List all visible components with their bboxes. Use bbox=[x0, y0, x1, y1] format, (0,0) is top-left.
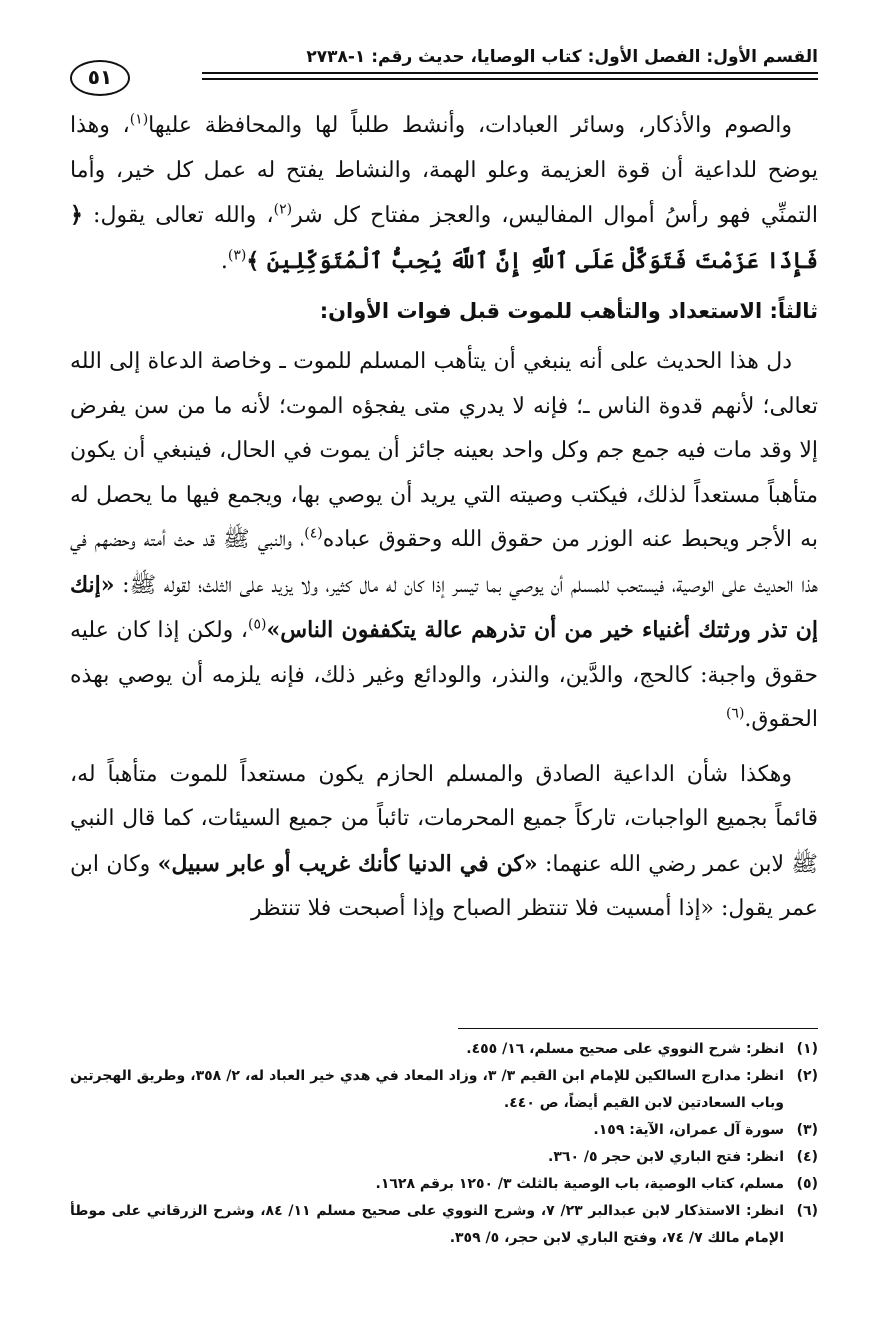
footnote-separator bbox=[458, 1028, 818, 1029]
text-run: وهكذا شأن الداعية الصادق والمسلم الحازم يكون مستعداً للموت متأهباً له، قائماً بجميع الواجبات، تاركاً جميع المحرمات، تائباً من جميع السيئات، كما قال النبي ﷺ لابن عمر رضي الله عنهما: bbox=[70, 761, 818, 877]
footnote bbox=[70, 1171, 818, 1198]
hadith-quote: «إنك إن تذر ورثتك أغنياء خير من أن تذرهم عالة يتكففون الناس» bbox=[70, 571, 818, 643]
footnote-text: انظر: شرح النووي على صحيح مسلم، ١٦/ ٤٥٥. bbox=[466, 1041, 784, 1057]
footnote-number: (٤) bbox=[796, 1149, 818, 1165]
footnote bbox=[70, 1063, 818, 1117]
text-run: ، والله تعالى يقول: bbox=[82, 203, 274, 228]
footnote-ref-4: (٤) bbox=[304, 525, 323, 542]
main-text bbox=[70, 104, 818, 932]
footnote-ref-2: (٢) bbox=[273, 201, 293, 218]
text-run: دل هذا الحديث على أنه ينبغي أن يتأهب المسلم للموت ـ وخاصة الدعاة إلى الله تعالى؛ لأنهم قدوة الناس ـ؛ فإنه لا يدري متى يفجؤه الموت؛ لأنه ما من سن يفرض إلا وقد مات فيه جمع جم وكل واحد بعينه جائز أن يموت في الحال، فينبغي أن يكون متأهباً مستعداً لذلك، فيكتب وصيته التي يريد أن يوصي بها، ويجمع فيها ما يحصل له به الأجر ويحبط عنه الوزر من حقوق الله وحقوق عباده bbox=[70, 349, 818, 552]
footnote-text: سورة آل عمران، الآية: ١٥٩. bbox=[593, 1122, 784, 1138]
section-heading: ثالثاً: الاستعداد والتأهب للموت قبل فوات الأوان: bbox=[319, 299, 818, 323]
running-header: القسم الأول: الفصل الأول: كتاب الوصايا، حديث رقم: ١-٢٧٣٨ bbox=[306, 47, 818, 67]
paragraph-1 bbox=[70, 104, 818, 284]
quran-verse: ﴿ فَإِذَا عَزَمْتَ فَتَوَكَّلْ عَلَى ٱللَّهِ إِنَّ ٱللَّهَ يُحِبُّ ٱلْمُتَوَكِّلِينَ ﴾ bbox=[70, 202, 818, 274]
footnote-text: انظر: مدارج السالكين للإمام ابن القيم ٣/ ٣، وزاد المعاد في هدي خير العباد له، ٢/ ٣٥٨، وطريق الهجرتين وباب السعادتين لابن القيم أيضاً، ص ٤٤٠. bbox=[70, 1068, 784, 1111]
text-run: ، وهذا يوضح للداعية أن قوة العزيمة وعلو الهمة، والنشاط يفتح له عمل كل خير، وأما التمنِّي فهو رأسُ أموال المفاليس، والعجز مفتاح كل شر bbox=[70, 113, 818, 228]
page-number: ٥١ bbox=[70, 60, 130, 96]
footnote-ref-6: (٦) bbox=[725, 705, 745, 722]
text-run: ، والنبي ﷺ قد حث أمته وحضهم في هذا الحديث على الوصية، فيستحب للمسلم أن يوصي بما تيسر إذا كان له مال كثير، ولا يزيد على الثلث؛ لقوله ﷺ: bbox=[70, 527, 818, 598]
text-run: ، ولكن إذا كان عليه حقوق واجبة: كالحج، والدَّين، والنذر، والودائع وغير ذلك، فإنه يلزمه أن يوصي بهذه الحقوق. bbox=[70, 618, 818, 732]
hadith-quote: «كن في الدنيا كأنك غريب أو عابر سبيل» bbox=[157, 850, 538, 877]
footnote bbox=[70, 1198, 818, 1252]
footnote-number: (١) bbox=[796, 1041, 818, 1057]
footnote-number: (٣) bbox=[796, 1122, 818, 1138]
footnote bbox=[70, 1036, 818, 1063]
footnote-ref-5: (٥) bbox=[248, 616, 267, 633]
footnote-text: مسلم، كتاب الوصية، باب الوصية بالثلث ٣/ ١٢٥٠ برقم ١٦٢٨. bbox=[375, 1176, 784, 1192]
paragraph-spacer bbox=[70, 743, 818, 753]
text-run: . bbox=[220, 248, 228, 274]
paragraph-2 bbox=[70, 340, 818, 743]
footnote-number: (٥) bbox=[796, 1176, 818, 1192]
footnote bbox=[70, 1144, 818, 1171]
footnote-text: انظر: الاستذكار لابن عبدالبر ٢٣/ ٧، وشرح النووي على صحيح مسلم ١١/ ٨٤، وشرح الزرقاني على موطأ الإمام مالك ٧/ ٧٤، وفتح الباري لابن حجر، ٥/ ٣٥٩. bbox=[70, 1203, 784, 1246]
footnote-ref-1: (١) bbox=[129, 111, 149, 128]
footnote-number: (٦) bbox=[796, 1203, 818, 1219]
footnote-text: انظر: فتح الباري لابن حجر ٥/ ٣٦٠. bbox=[548, 1149, 784, 1165]
header-rule bbox=[202, 72, 818, 80]
footnote-ref-3: (٣) bbox=[227, 247, 247, 264]
paragraph-3 bbox=[70, 753, 818, 932]
footnotes bbox=[70, 1036, 818, 1252]
text-run: والصوم والأذكار، وسائر العبادات، وأنشط طلباً لها والمحافظة عليها bbox=[148, 113, 793, 138]
text-run: وكان ابن عمر يقول: «إذا أمسيت فلا تنتظر الصباح وإذا أصبحت فلا تنتظر bbox=[70, 851, 818, 921]
footnote bbox=[70, 1117, 818, 1144]
footnote-number: (٢) bbox=[796, 1068, 818, 1084]
